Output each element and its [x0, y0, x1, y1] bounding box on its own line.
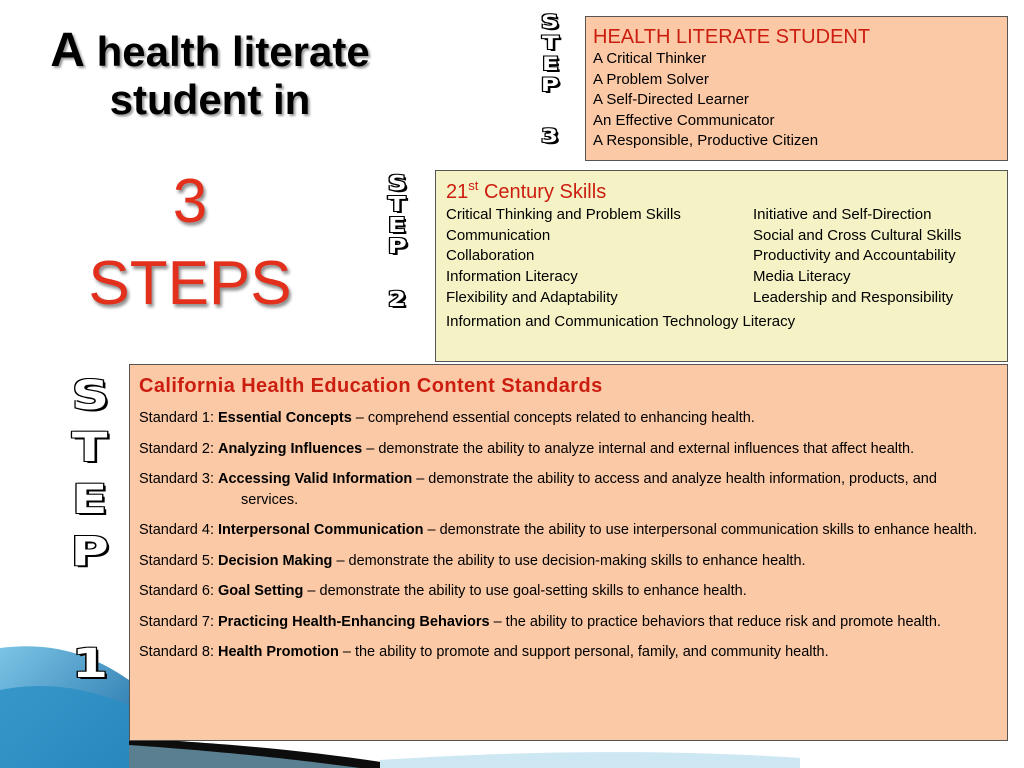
step-2-label: [372, 173, 422, 310]
standard-prefix: Standard 2:: [139, 440, 218, 457]
standard-name: Analyzing Influences: [218, 440, 363, 457]
standard-name: Interpersonal Communication: [218, 522, 424, 538]
step-3-number: 3: [541, 125, 559, 147]
standard-item: [139, 581, 997, 602]
standard-prefix: Standard 3:: [139, 471, 218, 487]
standard-item: [139, 642, 997, 663]
century-skills-heading-rest: Century Skills: [483, 181, 607, 203]
century-skills-heading-number: 21: [446, 181, 469, 203]
standard-item: [139, 551, 997, 572]
steps-word: STEPS: [88, 249, 292, 318]
title-line2: student in: [109, 76, 311, 123]
skill-item: Communication: [446, 226, 551, 244]
standard-desc: – demonstrate the ability to analyze internal and external influences that affect health.: [362, 440, 915, 457]
standard-item: [139, 408, 997, 429]
standard-item: [139, 469, 997, 510]
skill-item: Social and Cross Cultural Skills: [753, 226, 962, 244]
standard-prefix: Standard 1:: [139, 410, 218, 426]
standard-item: [139, 612, 997, 633]
standard-desc: – demonstrate the ability to access and analyze health information, products, and services.: [241, 471, 937, 508]
step-1-number: 1: [71, 641, 109, 687]
standard-desc: – demonstrate the ability to use goal-setting skills to enhance health.: [303, 583, 747, 599]
standard-name: Goal Setting: [218, 583, 304, 599]
step-2-letter: S: [387, 171, 407, 195]
step-1-letter: E: [72, 477, 108, 523]
century-skills-box: [435, 170, 1008, 362]
standard-name: Essential Concepts: [218, 410, 352, 426]
standard-prefix: Standard 7:: [139, 613, 218, 630]
standard-item: [139, 520, 997, 541]
standard-desc: – comprehend essential concepts related to enhancing health.: [351, 410, 755, 426]
student-trait: A Self-Directed Learner: [593, 91, 749, 108]
standard-prefix: Standard 4:: [139, 522, 218, 538]
step-3-letter: P: [540, 74, 560, 96]
standards-box: [129, 364, 1008, 741]
step-2-number: 2: [387, 287, 407, 311]
skills-grid: [446, 205, 1007, 309]
step-3-letter: S: [541, 11, 559, 33]
student-trait: A Problem Solver: [593, 70, 709, 88]
century-skills-heading-sup: st: [468, 178, 479, 193]
skill-item: Flexibility and Adaptability: [446, 288, 618, 306]
title-line1: health literate: [96, 28, 370, 75]
step-2-letter: E: [388, 213, 406, 237]
skill-item-ict-literacy: Information and Communication Technology Literacy: [446, 312, 796, 330]
standard-desc: – the ability to practice behaviors that reduce risk and promote health.: [489, 613, 941, 630]
step-3-label: [530, 12, 570, 147]
step-1-letter: P: [70, 529, 110, 575]
standard-name: Practicing Health-Enhancing Behaviors: [218, 613, 490, 630]
title-letter-a: A: [50, 24, 85, 77]
health-literate-student-box: [585, 16, 1008, 161]
standard-name: Health Promotion: [218, 644, 339, 660]
standard-desc: – demonstrate the ability to use decision-making skills to enhance health.: [332, 552, 806, 569]
skill-item: Leadership and Responsibility: [753, 288, 954, 306]
skill-item: Productivity and Accountability: [753, 247, 956, 265]
standard-prefix: Standard 8:: [139, 644, 218, 660]
student-trait: An Effective Communicator: [593, 111, 775, 129]
standard-item: [139, 439, 997, 460]
slide-title: [20, 24, 400, 125]
standard-name: Decision Making: [218, 552, 333, 569]
standard-prefix: Standard 6:: [139, 583, 218, 599]
standard-prefix: Standard 5:: [139, 552, 218, 569]
step-2-letter: P: [387, 234, 407, 258]
health-literate-student-heading: HEALTH LITERATE STUDENT: [593, 26, 871, 48]
step-3-letter: E: [541, 53, 559, 75]
step-1-label: [58, 370, 122, 690]
skill-item: Media Literacy: [753, 268, 851, 286]
skill-item: Critical Thinking and Problem Skills: [446, 206, 681, 223]
standards-heading: California Health Education Content Standards: [139, 375, 603, 397]
standard-desc: – demonstrate the ability to use interpersonal communication skills to enhance health.: [423, 522, 978, 538]
step-1-letter: S: [71, 373, 109, 419]
century-skills-heading: [446, 179, 1007, 205]
standard-name: Accessing Valid Information: [218, 471, 413, 487]
skill-item: Information Literacy: [446, 268, 578, 286]
standard-desc: – the ability to promote and support personal, family, and community health.: [338, 644, 829, 660]
skill-item: Collaboration: [446, 247, 535, 265]
student-trait: A Responsible, Productive Citizen: [593, 132, 819, 149]
step-1-letter: T: [72, 425, 108, 471]
skill-item: Initiative and Self-Direction: [753, 206, 932, 223]
student-trait: A Critical Thinker: [593, 50, 707, 67]
steps-number: 3: [172, 167, 208, 236]
step-2-letter: T: [388, 192, 406, 216]
step-3-letter: T: [541, 32, 559, 54]
